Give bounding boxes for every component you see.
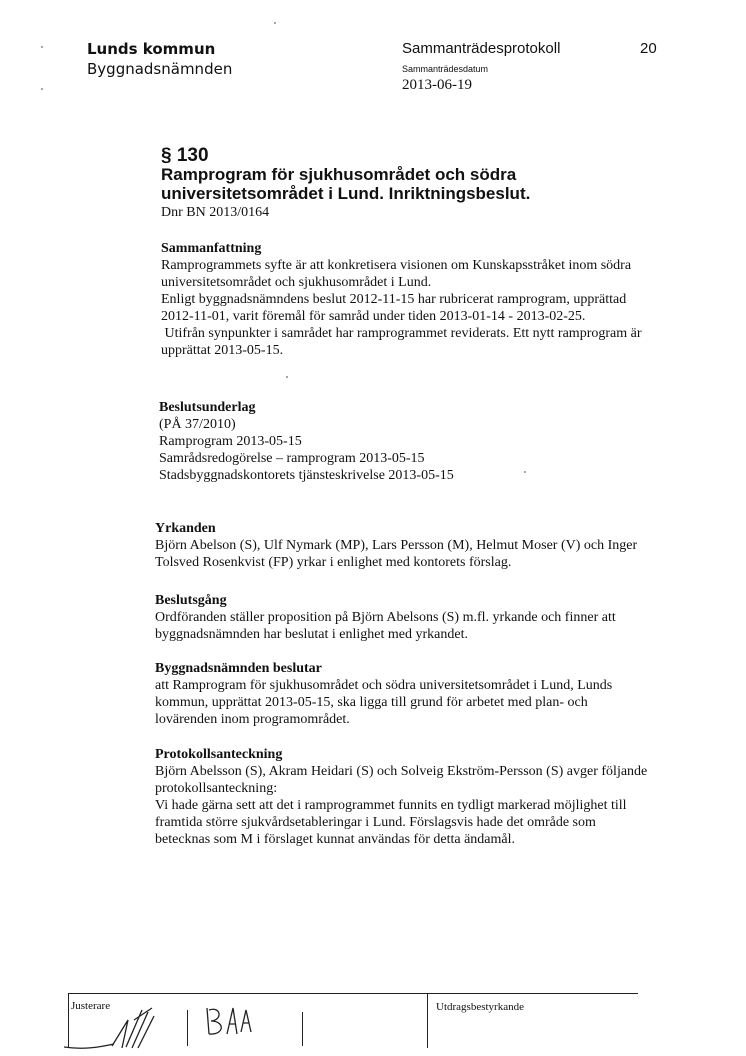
minutes-note-line: framtida större sjukvårdsetableringar i Lund. Förslagsvis hade det område som — [155, 815, 596, 830]
footer-divider — [68, 993, 638, 994]
meeting-date: 2013-06-19 — [402, 77, 472, 93]
scan-speck — [41, 46, 43, 48]
item-title: Ramprogram för sjukhusområdet och södra universitetsområdet i Lund. Inriktningsbeslut. — [161, 165, 531, 203]
summary-line: upprättat 2013-05-15. — [161, 343, 284, 358]
motions-line: Tolsved Rosenkvist (FP) yrkar i enlighet med kontorets förslag. — [155, 555, 512, 570]
procedure-line: Ordföranden ställer proposition på Björn Abelsons (S) m.fl. yrkande och finner att — [155, 610, 616, 625]
department-name: Byggnadsnämnden — [87, 60, 233, 78]
minutes-note-line: betecknas som M i förslaget kunnat användas för detta ändamål. — [155, 832, 515, 847]
minutes-note-line: Vi hade gärna sett att det i ramprogrammet funnits en tydligt markerad möjlighet till — [155, 798, 627, 813]
procedure-section — [155, 592, 715, 643]
organization-name: Lunds kommun — [87, 40, 216, 58]
document-type: Sammanträdesprotokoll — [402, 40, 561, 57]
scan-speck — [274, 22, 276, 24]
signature-divider — [187, 1010, 188, 1046]
procedure-line: byggnadsnämnden har beslutat i enlighet med yrkandet. — [155, 627, 468, 642]
meeting-date-label: Sammanträdesdatum — [402, 64, 489, 74]
summary-heading: Sammanfattning — [161, 241, 262, 256]
minutes-note-heading: Protokollsanteckning — [155, 747, 283, 762]
page-number: 20 — [640, 40, 657, 57]
summary-section — [161, 240, 721, 359]
adjusters-label: Justerare — [71, 1000, 111, 1012]
adjuster-signature-2 — [203, 1004, 255, 1040]
procedure-heading: Beslutsgång — [155, 593, 227, 608]
motions-heading: Yrkanden — [155, 521, 216, 536]
basis-line: Ramprogram 2013-05-15 — [159, 434, 302, 449]
section-number: § 130 — [161, 145, 209, 166]
summary-line: Utifrån synpunkter i samrådet har ramprogrammet reviderats. Ett nytt ramprogram är — [161, 326, 642, 341]
basis-line: Stadsbyggnadskontorets tjänsteskrivelse 2013-05-15 — [159, 468, 454, 483]
minutes-note-line: protokollsanteckning: — [155, 781, 278, 796]
motions-section — [155, 520, 715, 571]
basis-line: (PÅ 37/2010) — [159, 417, 236, 432]
scan-speck — [524, 471, 526, 473]
extract-certification-label: Utdragsbestyrkande — [436, 1001, 524, 1013]
decision-line: att Ramprogram för sjukhusområdet och södra universitetsområdet i Lund, Lunds — [155, 678, 613, 693]
decision-line: kommun, upprättat 2013-05-15, ska ligga till grund för arbetet med plan- och — [155, 695, 588, 710]
motions-line: Björn Abelson (S), Ulf Nymark (MP), Lars Persson (M), Helmut Moser (V) och Inger — [155, 538, 638, 553]
adjuster-signature-1 — [60, 1000, 170, 1052]
decision-line: lovärenden inom programområdet. — [155, 712, 350, 727]
minutes-note-line: Björn Abelsson (S), Akram Heidari (S) och Solveig Ekström-Persson (S) avger följande — [155, 764, 648, 779]
scan-speck — [41, 88, 43, 90]
minutes-note-section — [155, 746, 725, 848]
decision-heading: Byggnadsnämnden beslutar — [155, 661, 322, 676]
decision-section — [155, 660, 715, 728]
summary-line: universitetsområdet och sjukhusområdet i Lund. — [161, 275, 432, 290]
footer-column-divider — [427, 993, 428, 1048]
case-number: Dnr BN 2013/0164 — [161, 205, 270, 220]
summary-line: 2012-11-01, varit föremål för samråd under tiden 2013-01-14 - 2013-02-25. — [161, 309, 586, 324]
basis-heading: Beslutsunderlag — [159, 400, 256, 415]
basis-line: Samrådsredogörelse – ramprogram 2013-05-15 — [159, 451, 425, 466]
signature-divider — [302, 1012, 303, 1046]
summary-line: Ramprogrammets syfte är att konkretisera visionen om Kunskapsstråket inom södra — [161, 258, 632, 273]
basis-section — [159, 399, 719, 484]
scan-speck — [286, 376, 288, 378]
summary-line: Enligt byggnadsnämndens beslut 2012-11-15 har rubricerat ramprogram, upprättad — [161, 292, 627, 307]
